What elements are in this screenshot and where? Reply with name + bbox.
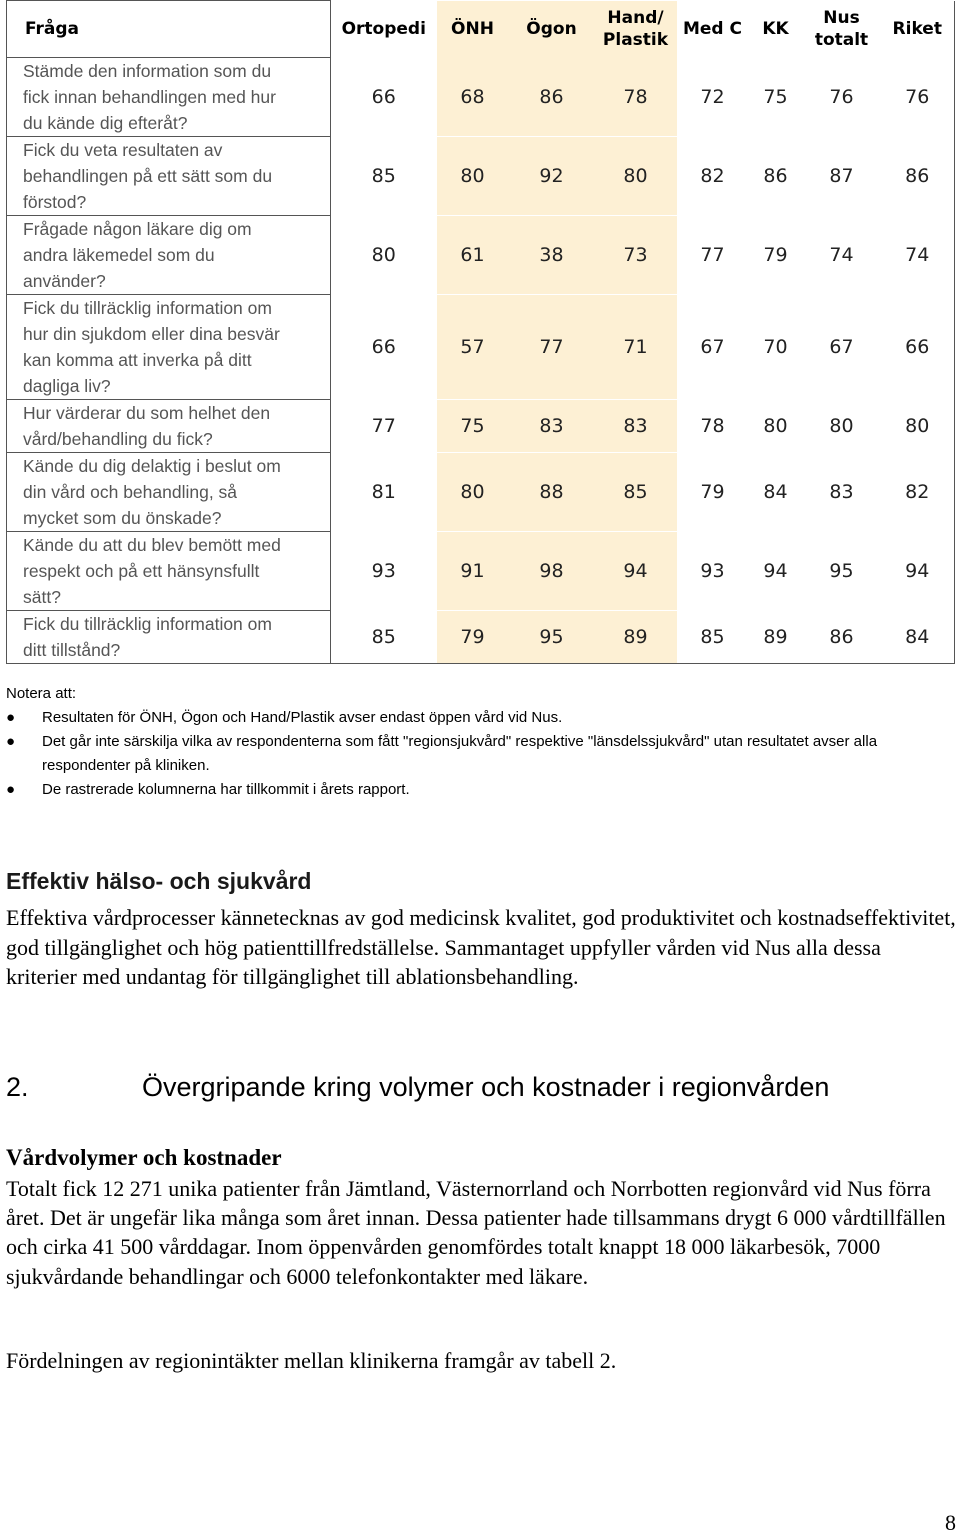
column-header-nus-totalt: Nus totalt: [814, 8, 869, 50]
value-cell: 87: [829, 165, 854, 187]
value-cell: 86: [763, 165, 788, 187]
question-text: din vård och behandling, så: [23, 482, 238, 502]
column-header-onh: ÖNH: [437, 1, 509, 58]
volumes-paragraph: Totalt fick 12 271 unika patienter från Jämtland, Västernorrland och Norrbotten regionvård vid Nus förra året. Det är ungefär lika många som året innan. Dessa patienter hade tillsammans drygt 6 000 vårdtillfällen och cirka 41 500 vårddagar. Inom öppenvården genomfördes totalt knappt 18 000 läkarbesök, 7000 sjukvårdande behandlingar och 6000 telefonkontakter med läkare.: [6, 1176, 946, 1289]
question-text: förstod?: [23, 192, 87, 212]
value-cell: 88: [509, 453, 595, 532]
question-text: vård/behandling du fick?: [23, 429, 213, 449]
value-cell: 83: [595, 400, 677, 453]
value-cell: 72: [700, 85, 725, 108]
value-cell: 84: [881, 611, 955, 664]
question-text: andra läkemedel som du: [23, 245, 215, 265]
page-number: 8: [945, 1510, 956, 1535]
column-header-med-c: Med C: [682, 19, 742, 39]
value-cell: 78: [595, 58, 677, 137]
question-text: Fick du tillräcklig information om: [23, 614, 272, 634]
notes-title: Notera att:: [6, 685, 77, 702]
table-row: [7, 295, 955, 400]
table-row: [7, 216, 955, 295]
question-text: Fick du tillräcklig information om: [23, 298, 272, 318]
value-cell: 95: [829, 560, 854, 582]
value-cell: 80: [763, 415, 788, 437]
value-cell: 66: [371, 85, 396, 108]
value-cell: 57: [437, 295, 509, 400]
value-cell: 91: [437, 532, 509, 611]
question-cell: [7, 611, 331, 664]
value-cell: 67: [829, 336, 854, 358]
value-cell: 98: [509, 532, 595, 611]
value-cell: 86: [509, 58, 595, 137]
value-cell: 92: [509, 137, 595, 216]
note-item: ● Det går inte särskilja vilka av respondenterna som fått "regionsjukvård" respektive "länsdelssjukvård" utan resultatet avser alla respondenter på kliniken.: [6, 730, 946, 778]
question-cell: [7, 295, 331, 400]
question-text: mycket som du önskade?: [23, 508, 222, 528]
value-cell: 78: [700, 415, 725, 437]
notes-list: [6, 706, 946, 802]
value-cell: 89: [595, 611, 677, 664]
value-cell: 80: [881, 400, 955, 453]
question-text: kan komma att inverka på ditt: [23, 350, 252, 370]
column-header-hand-plastik: Hand/ Plastik: [595, 1, 677, 58]
value-cell: 61: [437, 216, 509, 295]
question-text: respekt och på ett hänsynsfullt: [23, 561, 260, 581]
value-cell: 80: [829, 415, 854, 437]
value-cell: 66: [371, 336, 396, 358]
value-cell: 82: [881, 453, 955, 532]
table-row: [7, 58, 955, 137]
distribution-paragraph: Fördelningen av regionintäkter mellan klinikerna framgår av tabell 2.: [6, 1348, 617, 1373]
subsection-heading: Vårdvolymer och kostnader: [6, 1145, 282, 1170]
column-header-ortopedi: Ortopedi: [341, 19, 426, 39]
question-text: Stämde den information som du: [23, 61, 272, 81]
value-cell: 74: [881, 216, 955, 295]
bullet-icon: ●: [6, 709, 16, 726]
question-text: behandlingen på ett sätt som du: [23, 166, 273, 186]
chapter-title: Övergripande kring volymer och kostnader i regionvården: [142, 1072, 830, 1102]
question-text: fick innan behandlingen med hur: [23, 87, 276, 107]
question-cell: [7, 58, 331, 137]
question-text: sätt?: [23, 587, 61, 607]
table-row: [7, 400, 955, 453]
column-header-riket: Riket: [881, 1, 955, 58]
column-header-question: Fråga: [7, 1, 331, 58]
question-text: ditt tillstånd?: [23, 640, 121, 660]
question-text: Hur värderar du som helhet den: [23, 403, 271, 423]
section-paragraph: Effektiva vårdprocesser kännetecknas av god medicinsk kvalitet, god produktivitet och kostnadseffektivitet, god tillgänglighet och hög patienttillfredställelse. Sammantaget uppfyller vården vid Nus alla dessa kriterier med undantag för tillgänglighet till ablationsbehandling.: [6, 905, 956, 989]
value-cell: 82: [700, 165, 725, 187]
notes-block: [6, 682, 946, 802]
question-text: Kände du dig delaktig i beslut om: [23, 456, 281, 476]
value-cell: 80: [437, 453, 509, 532]
bullet-icon: ●: [6, 733, 16, 750]
question-cell: [7, 137, 331, 216]
value-cell: 80: [595, 137, 677, 216]
column-header-ogon: Ögon: [509, 1, 595, 58]
value-cell: 81: [371, 481, 396, 503]
bullet-icon: ●: [6, 781, 16, 798]
value-cell: 68: [437, 58, 509, 137]
value-cell: 80: [437, 137, 509, 216]
value-cell: 76: [829, 85, 854, 108]
question-cell: [7, 216, 331, 295]
value-cell: 77: [509, 295, 595, 400]
value-cell: 93: [371, 560, 396, 582]
question-text: använder?: [23, 271, 106, 291]
chapter-heading: [6, 1072, 829, 1103]
value-cell: 75: [437, 400, 509, 453]
value-cell: 89: [749, 611, 803, 664]
value-cell: 83: [509, 400, 595, 453]
value-cell: 66: [881, 295, 955, 400]
value-cell: 77: [371, 415, 396, 437]
value-cell: 94: [881, 532, 955, 611]
table-body: [7, 58, 955, 664]
question-text: dagliga liv?: [23, 376, 111, 396]
value-cell: 67: [700, 336, 725, 358]
table-row: [7, 137, 955, 216]
value-cell: 38: [509, 216, 595, 295]
table-row: [7, 611, 955, 664]
value-cell: 94: [595, 532, 677, 611]
value-cell: 79: [700, 481, 725, 503]
value-cell: 73: [595, 216, 677, 295]
value-cell: 85: [677, 611, 749, 664]
question-cell: [7, 400, 331, 453]
value-cell: 95: [509, 611, 595, 664]
value-cell: 79: [437, 611, 509, 664]
value-cell: 80: [371, 244, 396, 266]
question-text: Frågade någon läkare dig om: [23, 219, 252, 239]
table-row: [7, 453, 955, 532]
value-cell: 70: [763, 336, 788, 358]
value-cell: 85: [331, 611, 437, 664]
value-cell: 93: [700, 560, 725, 582]
value-cell: 84: [763, 481, 788, 503]
section-heading: Effektiv hälso- och sjukvård: [6, 868, 312, 894]
chapter-number: 2.: [6, 1072, 29, 1102]
value-cell: 71: [595, 295, 677, 400]
question-text: Kände du att du blev bemött med: [23, 535, 281, 555]
column-header-kk: KK: [762, 19, 789, 39]
value-cell: 77: [700, 244, 725, 266]
question-text: hur din sjukdom eller dina besvär: [23, 324, 280, 344]
question-text: Fick du veta resultaten av: [23, 140, 223, 160]
value-cell: 86: [881, 137, 955, 216]
survey-results-table: [6, 0, 955, 664]
table-row: [7, 532, 955, 611]
question-text: du kände dig efteråt?: [23, 113, 188, 133]
value-cell: 74: [829, 244, 854, 266]
value-cell: 83: [829, 481, 854, 503]
value-cell: 94: [763, 560, 788, 582]
note-item: ● Resultaten för ÖNH, Ögon och Hand/Plastik avser endast öppen vård vid Nus.: [6, 706, 946, 730]
value-cell: 76: [881, 58, 955, 137]
question-cell: [7, 532, 331, 611]
value-cell: 75: [763, 85, 788, 108]
question-cell: [7, 453, 331, 532]
value-cell: 79: [763, 244, 788, 266]
table-header-row: [7, 1, 955, 58]
value-cell: 85: [371, 165, 396, 187]
value-cell: 85: [595, 453, 677, 532]
note-item: ● De rastrerade kolumnerna har tillkommit i årets rapport.: [6, 778, 946, 802]
value-cell: 86: [803, 611, 881, 664]
